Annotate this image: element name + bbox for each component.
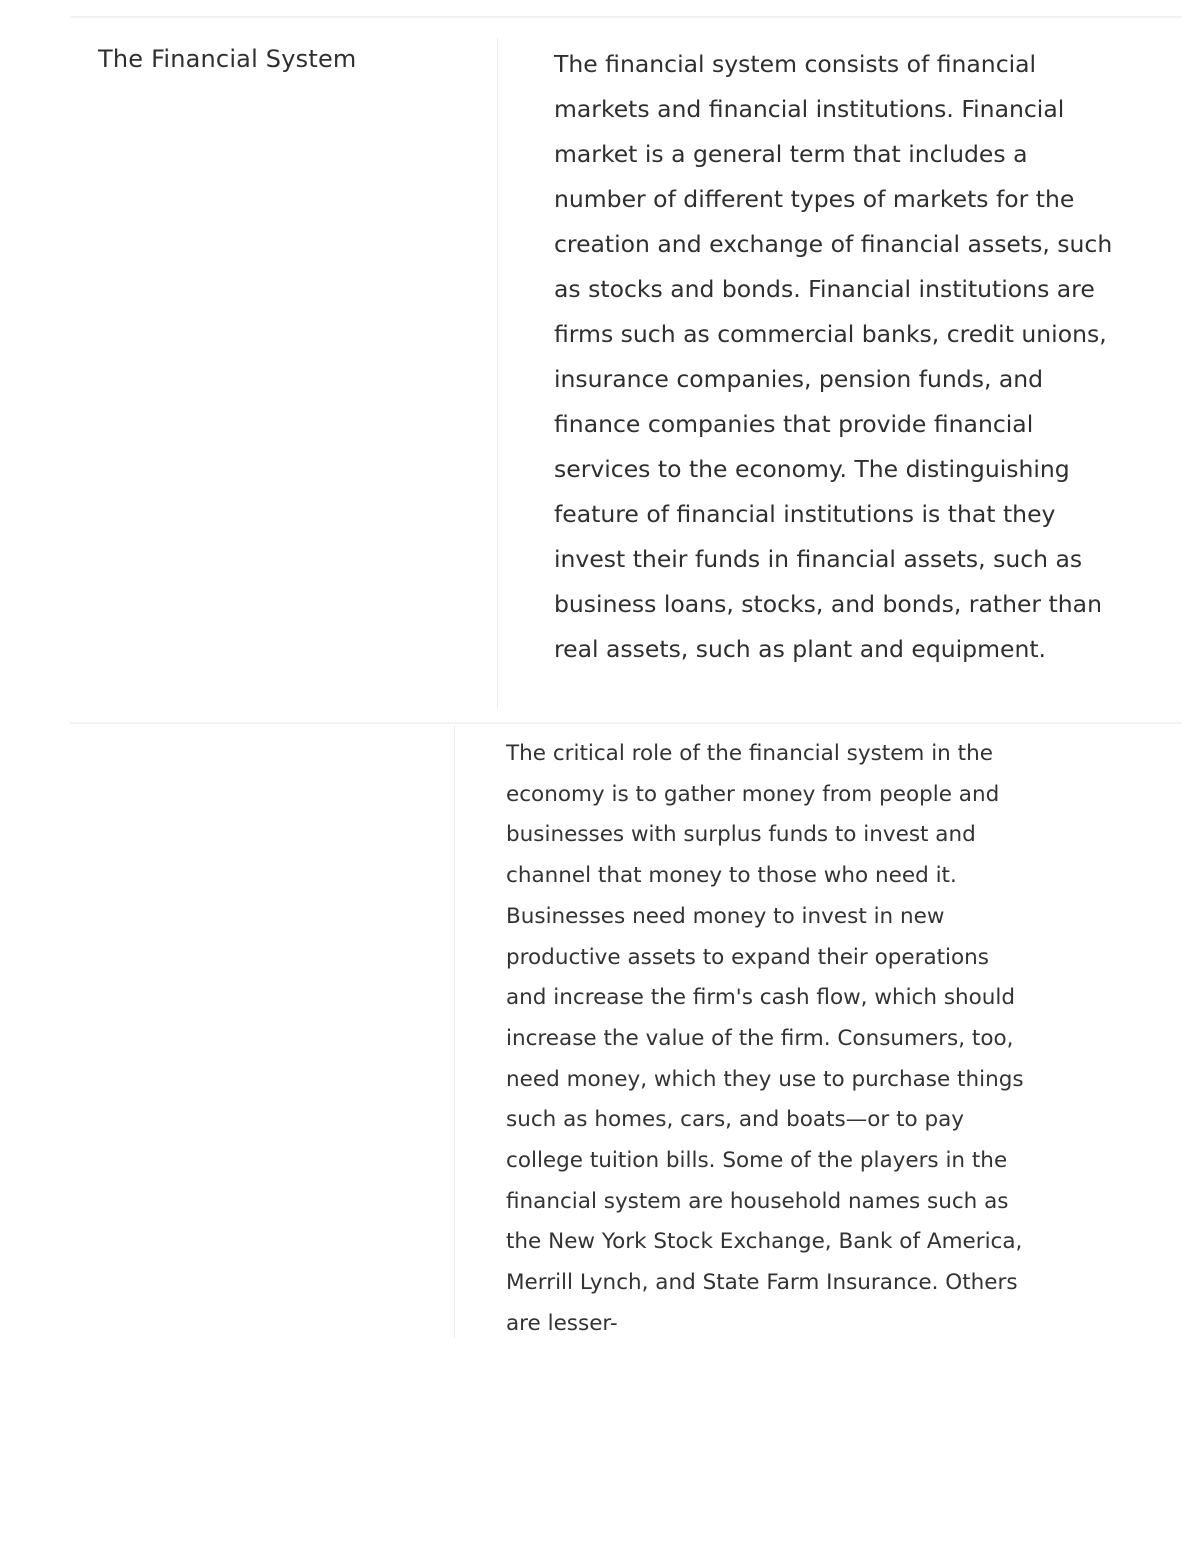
column-divider	[497, 38, 498, 708]
glossary-definition: The financial system consists of financial markets and financial institutions. Financial market is a general term that includes a number of different types of markets for the creation and exchange of financial assets, such as stocks and bonds. Financial institutions are firms such as commercial banks, credit unions, insurance companies, pension funds, and finance companies that provide financial services to the economy. The distinguishing feature of financial institutions is that they invest their funds in financial assets, such as business loans, stocks, and bonds, rather than real assets, such as plant and equipment.	[554, 50, 1113, 663]
column-divider-lower	[454, 726, 455, 1338]
glossary-term: The Financial System	[98, 45, 357, 73]
body-paragraph: The critical role of the financial system in the economy is to gather money from people and businesses with surplus funds to invest and channel that money to those who need it. Businesses need money to invest in new productive assets to expand their operations and increase the firm's cash flow, which should increase the value of the firm. Consumers, too, need money, which they use to purchase things such as homes, cars, and boats—or to pay college tuition bills. Some of the players in the financial system are household names such as the New York Stock Exchange, Bank of America, Merrill Lynch, and State Farm Insurance. Others are lesser-	[506, 741, 1024, 1336]
top-divider	[70, 16, 1182, 18]
row-divider	[70, 722, 1182, 724]
